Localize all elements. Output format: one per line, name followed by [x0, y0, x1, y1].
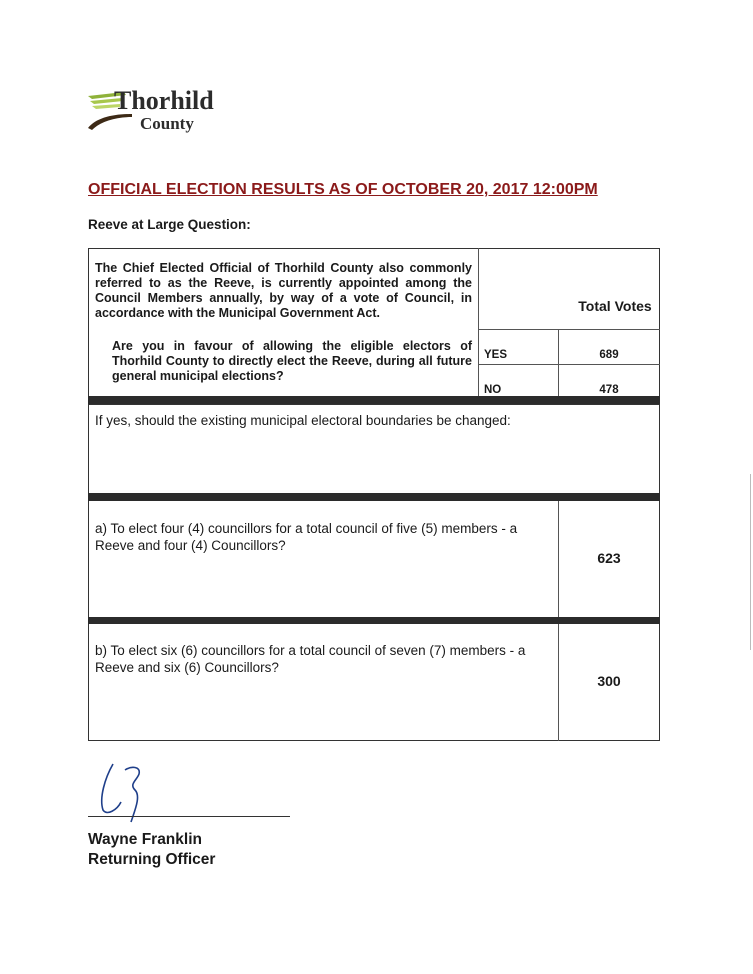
- logo-name: Thorhild: [114, 86, 214, 115]
- option-a-text: a) To elect four (4) councillors for a total council of five (5) members - a Reeve and four (4) Councillors?: [95, 521, 518, 553]
- scan-edge: [750, 474, 751, 650]
- intro-text: The Chief Elected Official of Thorhild County also commonly referred to as the Reeve, is currently appointed among the Council Members annually, by way of a vote of Council, in accordance with the Municipal Government Act.: [95, 261, 472, 320]
- option-a-votes: 623: [597, 550, 621, 566]
- table-divider: [478, 364, 660, 365]
- logo-sub: County: [140, 114, 194, 133]
- signature-mark-icon: [95, 758, 165, 828]
- table-divider: [478, 329, 660, 330]
- option-b-votes: 300: [597, 673, 621, 689]
- boundaries-table: [88, 404, 660, 741]
- no-votes: 478: [599, 384, 619, 396]
- officer-name: Wayne Franklin: [88, 831, 202, 848]
- reeve-question: Are you in favour of allowing the eligible electors of Thorhild County to directly elect the Reeve, during all future general municipal elections?: [112, 339, 472, 383]
- boundaries-prompt: If yes, should the existing municipal electoral boundaries be changed:: [95, 413, 511, 428]
- yes-votes: 689: [599, 349, 619, 361]
- separator-bar: [88, 617, 660, 624]
- officer-title: Returning Officer: [88, 851, 216, 868]
- signature-line: [88, 816, 290, 817]
- separator-bar: [88, 493, 660, 501]
- yes-label: YES: [484, 349, 508, 361]
- table-divider: [478, 248, 479, 400]
- section-title: Reeve at Large Question:: [88, 217, 251, 232]
- no-label: NO: [484, 384, 502, 396]
- option-b-text: b) To elect six (6) councillors for a total council of seven (7) members - a Reeve and six (6) Councillors?: [95, 643, 526, 675]
- total-votes-header: Total Votes: [578, 298, 652, 314]
- page-title: OFFICIAL ELECTION RESULTS AS OF OCTOBER 20, 2017 12:00PM: [88, 181, 598, 198]
- county-logo: [86, 84, 246, 136]
